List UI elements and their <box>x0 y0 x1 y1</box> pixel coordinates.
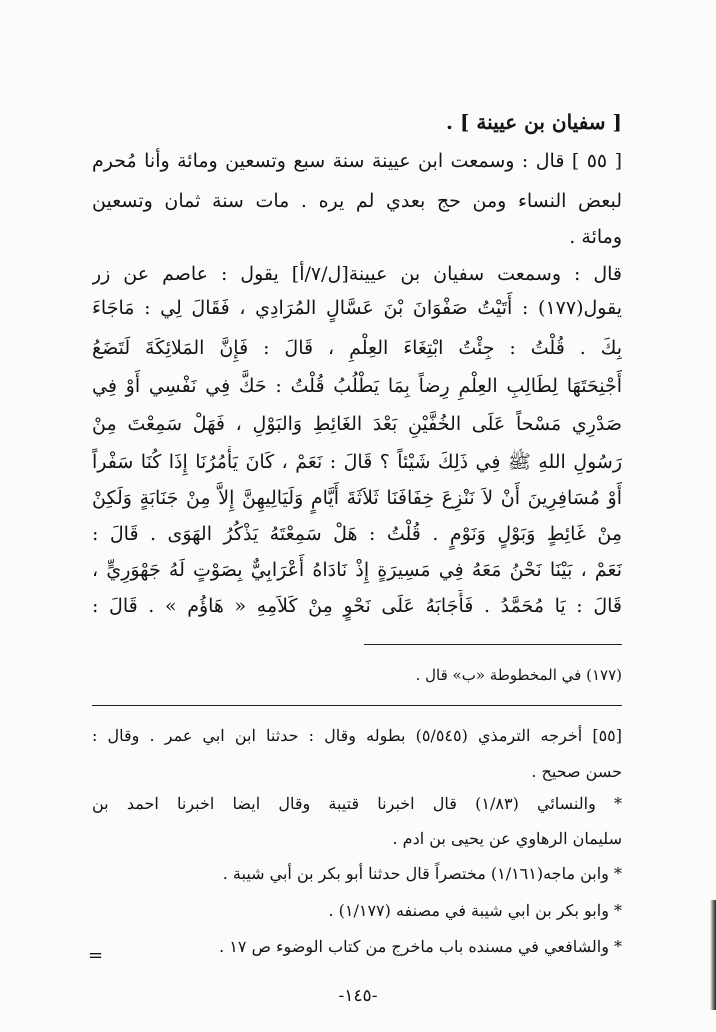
source-line-3: * والنسائي (١/٨٣) قال اخبرنا قتيبة وقال ايضا اخبرنا احمد بن <box>92 794 622 813</box>
sources-rule <box>92 705 622 706</box>
body-line-5: يقول(١٧٧) : أَتَيْتُ صَفْوَانَ بْنَ عَسَّالٍ المُرَادِي ، فَقَالَ لِي : مَاجَاءَ <box>92 297 622 319</box>
scan-edge-shadow <box>710 900 716 1010</box>
section-heading: [ سفيان بن عيينة ] . <box>446 110 622 134</box>
source-line-6: * وابو بكر بن ابي شيبة في مصنفه (١/١٧٧) . <box>328 901 622 920</box>
body-line-7: أَجْنِحَتَهَا لِطَالِبِ العِلْمِ رِضاً بِمَا يَطْلُبُ قُلْتُ : حَكَّ فِي نَفْسِي أَوْ فِي <box>92 375 622 397</box>
body-line-10: أَوْ مُسَافِرِينَ أَنْ لاَ نَنْزِعَ خِفَافَنَا ثَلاَثَةَ أَيَّامٍ وَلَيَالِيهِنَّ إِلاَّ مِنْ جَنَابَةٍ وَلَكِنْ <box>92 487 622 509</box>
body-line-2: لبعض النساء ومن حج بعدي لم يره . مات سنة ثمان وتسعين <box>92 190 622 212</box>
footnote: (١٧٧) في المخطوطة «ب» قال . <box>415 666 622 684</box>
body-line-8: صَدْرِي مَسْحاً عَلَى الخُفَّيْنِ بَعْدَ الغَائِطِ وَالبَوْلِ ، فَهَلْ سَمِعْتَ مِنْ <box>92 413 622 435</box>
body-line-11: مِنْ غَائِطٍ وَبَوْلٍ وَنَوْمٍ . قُلْتُ : هَلْ سَمِعْتَهُ يَذْكُرُ الهَوَى . قَالَ : <box>92 523 622 545</box>
body-line-3: ومائة . <box>569 226 622 248</box>
source-line-7: * والشافعي في مسنده باب ماخرج من كتاب الوضوء ص ١٧ . <box>219 937 622 956</box>
body-line-4: قال : وسمعت سفيان بن عيينة[ل/٧/أ] يقول : عاصم عن زر <box>92 263 622 285</box>
source-line-5: * وابن ماجه(١/١٦١) مختصراً قال حدثنا أبو بكر بن أبي شيبة . <box>222 864 622 883</box>
source-line-4: سليمان الرهاوي عن يحيى بن ادم . <box>392 829 622 848</box>
margin-mark: = <box>88 945 104 966</box>
body-line-13: قَالَ : يَا مُحَمَّدُ . فَأَجَابَهُ عَلَى نَحْوٍ مِنْ كَلاَمِهِ « هَاؤُم » . قَالَ : <box>92 595 622 617</box>
source-line-1: [٥٥] أخرجه الترمذي (٥/٥٤٥) بطوله وقال : حدثنا ابن ابي عمر . وقال : <box>92 726 622 745</box>
source-line-2: حسن صحيح . <box>531 762 622 781</box>
body-line-6: بِكَ . قُلْتُ : جِئْتُ ابْتِغَاءَ العِلْمِ ، قَالَ : فَإِنَّ المَلائِكَةَ لَتَضَعُ <box>92 337 622 359</box>
page-number: -١٤٥- <box>338 986 378 1006</box>
footnote-rule <box>364 644 622 645</box>
body-line-9: رَسُولِ اللهِ ﷺ فِي ذَلِكَ شَيْئاً ؟ قَالَ : نَعَمْ ، كَانَ يَأْمُرُنَا إِذَا كُنَا سَفْراً <box>92 451 622 473</box>
body-line-1: [ ٥٥ ] قال : وسمعت ابن عيينة سنة سبع وتسعين ومائة وأنا مُحرم <box>92 150 622 172</box>
body-line-12: نَعَمْ ، بَيْنَا نَحْنُ مَعَهُ فِي مَسِيرَةٍ إِذْ نَادَاهُ أَعْرَابِيٌّ بِصَوْتٍ لَهُ جَهْوَرِيٍّ ، <box>92 559 622 581</box>
